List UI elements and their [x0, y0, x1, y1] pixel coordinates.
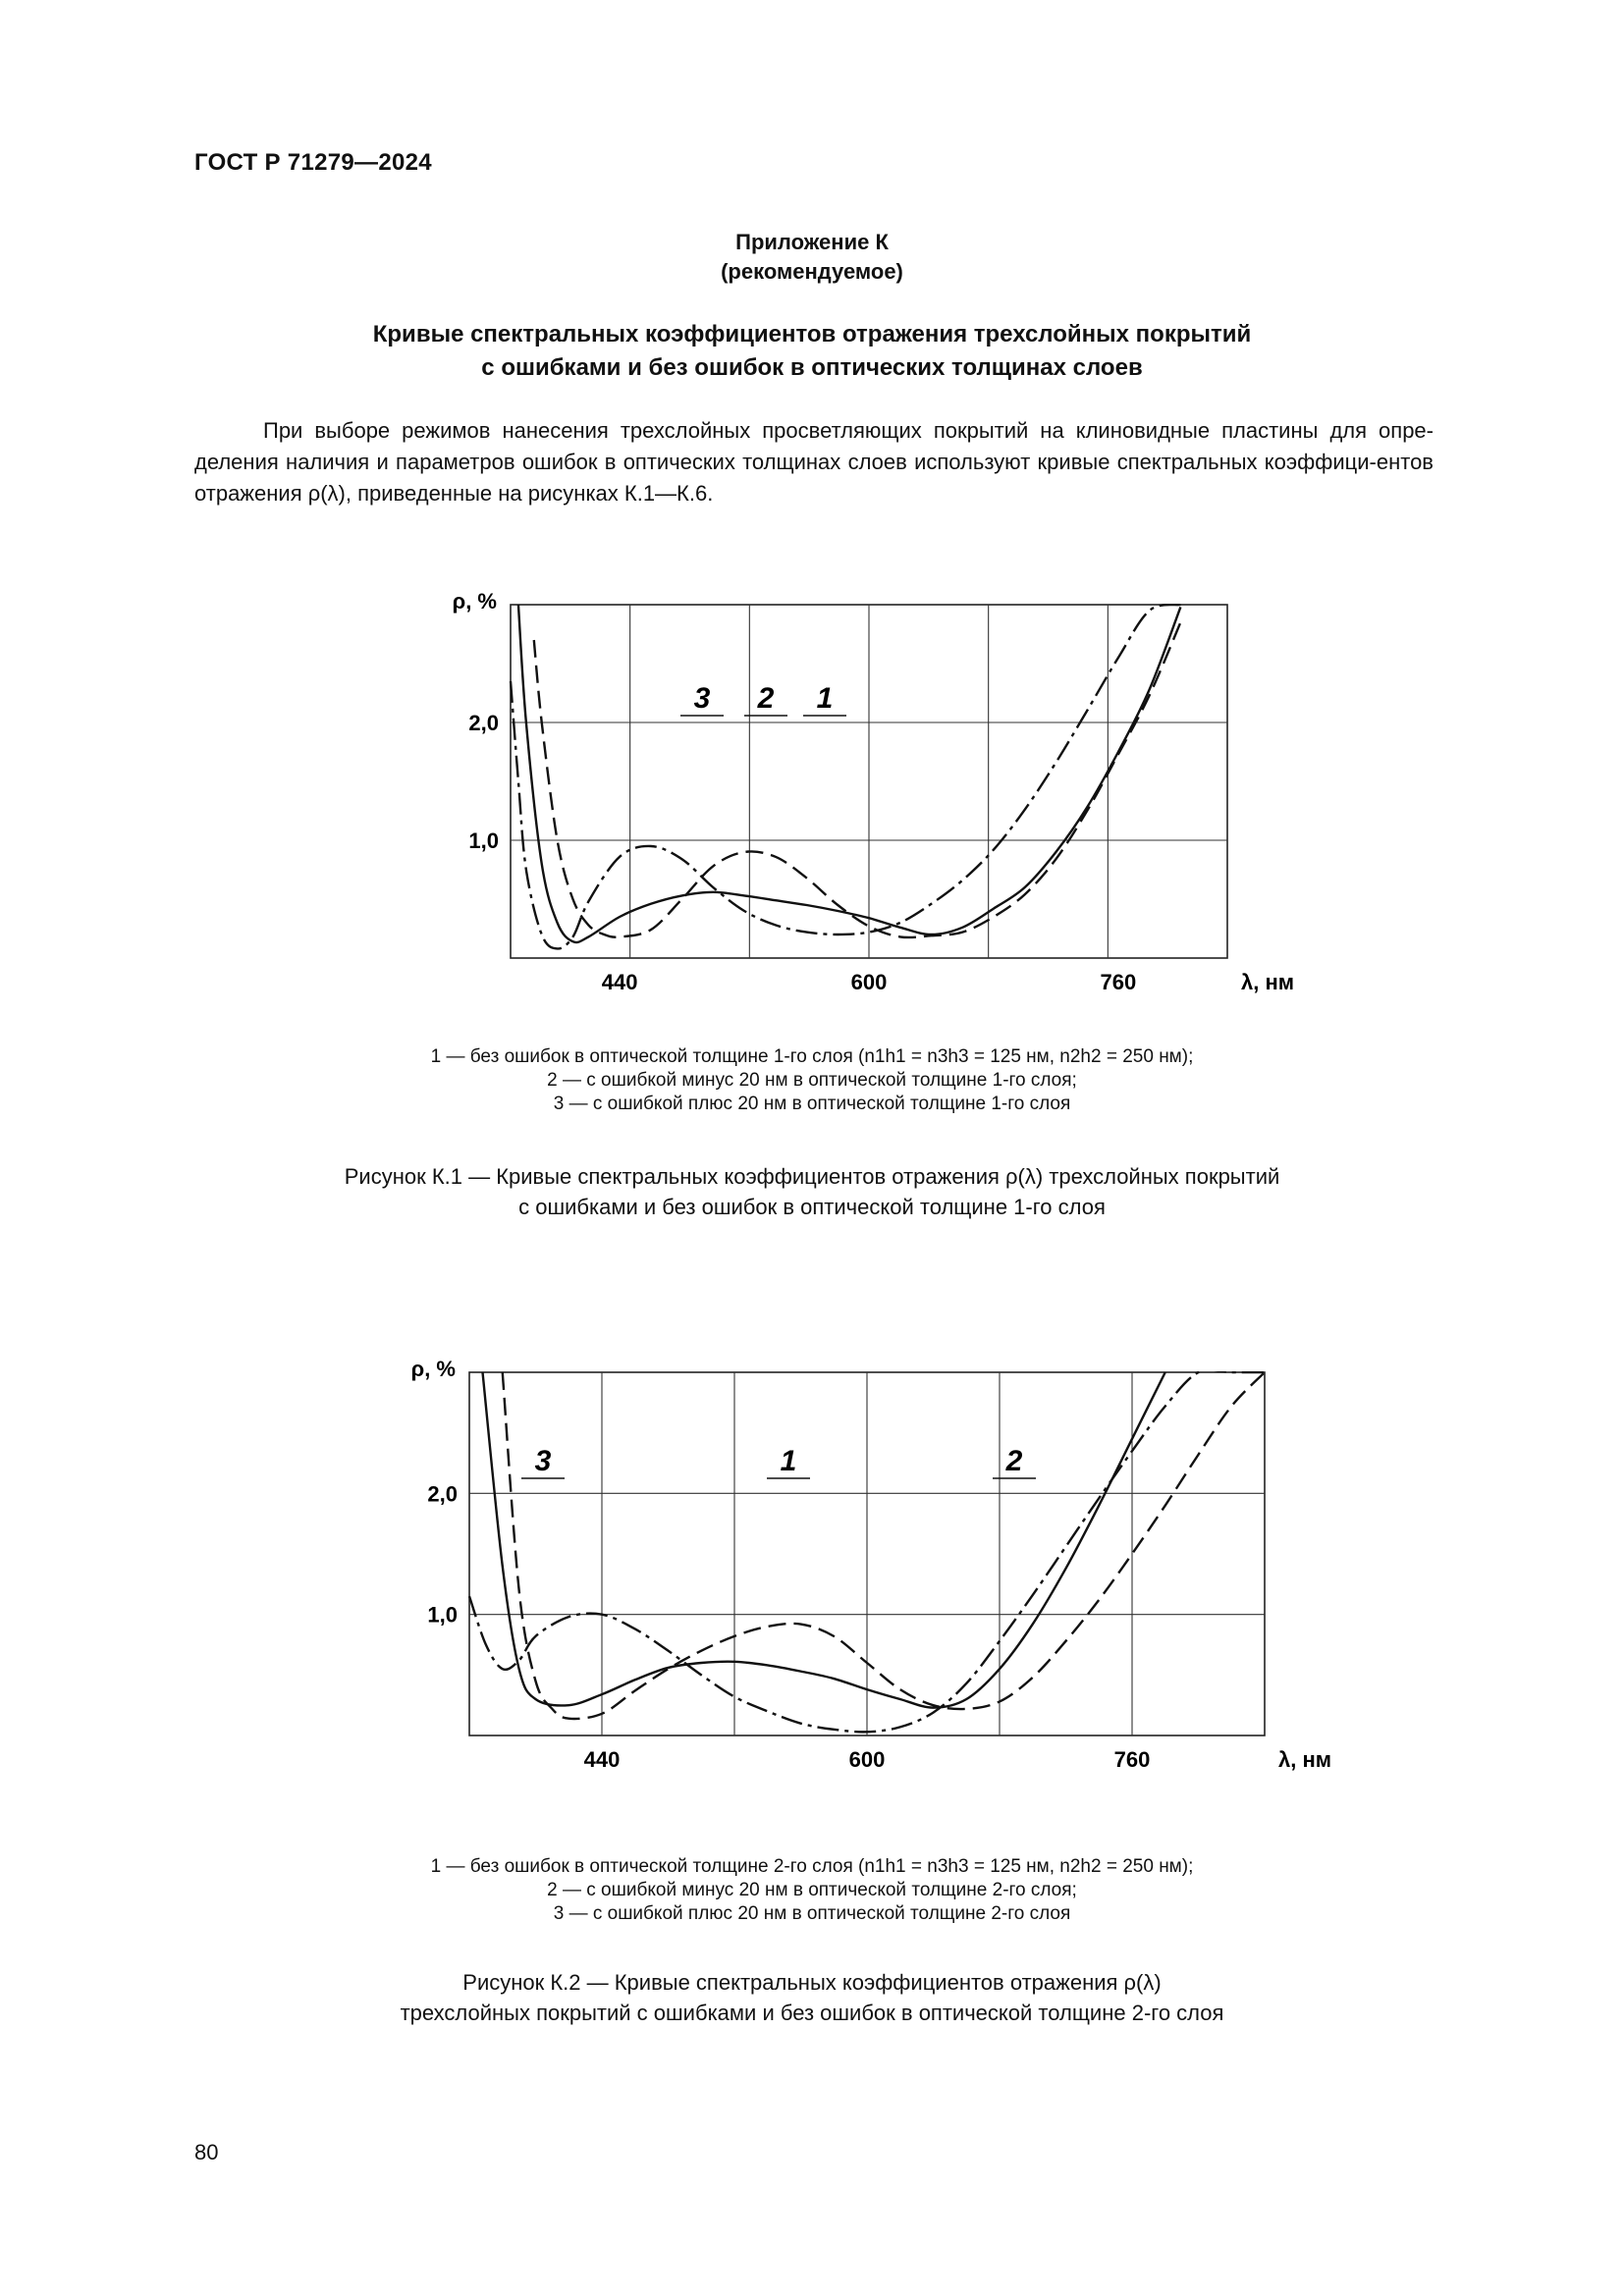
- x-axis-label: λ, нм: [1278, 1747, 1332, 1772]
- figure-k2-legend-item: 1 — без ошибок в оптической толщине 2-го слоя (n1h1 = n3h3 = 125 нм, n2h2 = 250 нм);: [430, 1856, 1194, 1877]
- intro-line3: ентов отражения ρ(λ), приведенные на рисунках К.1—К.6.: [194, 450, 1434, 506]
- series-1-curve: [518, 605, 1180, 942]
- section-title-line1: Кривые спектральных коэффициентов отражения трехслойных покрытий: [372, 321, 1252, 347]
- series-2-label: 2: [1005, 1445, 1023, 1477]
- series-2-label: 2: [757, 682, 775, 715]
- x-tick-label: 760: [1113, 1747, 1151, 1772]
- intro-line2: деления наличия и параметров ошибок в оптических толщинах слоев используют кривые спектральных коэффици-: [194, 450, 1377, 474]
- x-tick-label: 760: [1100, 970, 1137, 994]
- annex-type: (рекомендуемое): [721, 259, 903, 284]
- y-tick-label: 2,0: [468, 711, 499, 735]
- series-2-curve: [534, 622, 1181, 937]
- figure-k1-caption: [0, 1161, 1624, 1222]
- series-1-curve: [483, 1372, 1165, 1708]
- figure-k2-legend-item: 2 — с ошибкой минус 20 нм в оптической толщине 2-го слоя;: [547, 1880, 1077, 1900]
- figure-k1-legend: [0, 1045, 1624, 1116]
- series-1-label: 1: [816, 682, 834, 715]
- series-3-curve: [503, 1372, 1265, 1719]
- x-tick-label: 440: [583, 1747, 621, 1772]
- series-3-curve: [511, 605, 1180, 948]
- figure-k1-caption-line2: с ошибками и без ошибок в оптической толщине 1-го слоя: [518, 1195, 1106, 1219]
- x-tick-label: 600: [850, 970, 888, 994]
- section-title-line2: с ошибками и без ошибок в оптических толщинах слоев: [481, 354, 1143, 381]
- section-title: [0, 318, 1624, 385]
- figure-k1-chart: [0, 569, 1624, 1011]
- y-tick-label: 1,0: [468, 828, 499, 853]
- y-axis-label: ρ, %: [410, 1357, 456, 1381]
- figure-k2-legend-item: 3 — с ошибкой плюс 20 нм в оптической толщине 2-го слоя: [553, 1903, 1071, 1924]
- intro-line1: При выборе режимов нанесения трехслойных просветляющих покрытий на клиновидные пластины для опре-: [263, 418, 1434, 443]
- figure-k1-legend-item: 1 — без ошибок в оптической толщине 1-го слоя (n1h1 = n3h3 = 125 нм, n2h2 = 250 нм);: [430, 1046, 1194, 1067]
- x-tick-label: 440: [601, 970, 638, 994]
- figure-k1-legend-item: 3 — с ошибкой плюс 20 нм в оптической толщине 1-го слоя: [553, 1094, 1071, 1114]
- y-tick-label: 1,0: [427, 1602, 458, 1628]
- annex-heading: [0, 228, 1624, 287]
- figure-k1-legend-item: 2 — с ошибкой минус 20 нм в оптической толщине 1-го слоя;: [547, 1070, 1077, 1091]
- x-axis-label: λ, нм: [1241, 970, 1295, 994]
- y-axis-label: ρ, %: [452, 589, 497, 614]
- series-3-label: 3: [534, 1445, 552, 1477]
- figure-k2-legend: [0, 1855, 1624, 1926]
- document-header: ГОСТ Р 71279—2024: [194, 149, 432, 176]
- page-number: 80: [194, 2140, 219, 2164]
- x-tick-label: 600: [848, 1747, 886, 1772]
- figure-k2-caption: [0, 1967, 1624, 2028]
- figure-k2-caption-line2: трехслойных покрытий с ошибками и без ошибок в оптической толщине 2-го слоя: [400, 2001, 1224, 2025]
- y-tick-label: 2,0: [427, 1481, 458, 1507]
- figure-k1-caption-line1: Рисунок К.1 — Кривые спектральных коэффициентов отражения ρ(λ) трехслойных покрытий: [344, 1164, 1280, 1189]
- series-3-label: 3: [693, 682, 711, 715]
- annex-title: Приложение К: [735, 230, 889, 254]
- figure-k2-chart: [0, 1325, 1624, 1796]
- intro-paragraph: [194, 415, 1434, 509]
- series-1-label: 1: [780, 1445, 797, 1477]
- figure-k2-caption-line1: Рисунок К.2 — Кривые спектральных коэффициентов отражения ρ(λ): [462, 1970, 1162, 1995]
